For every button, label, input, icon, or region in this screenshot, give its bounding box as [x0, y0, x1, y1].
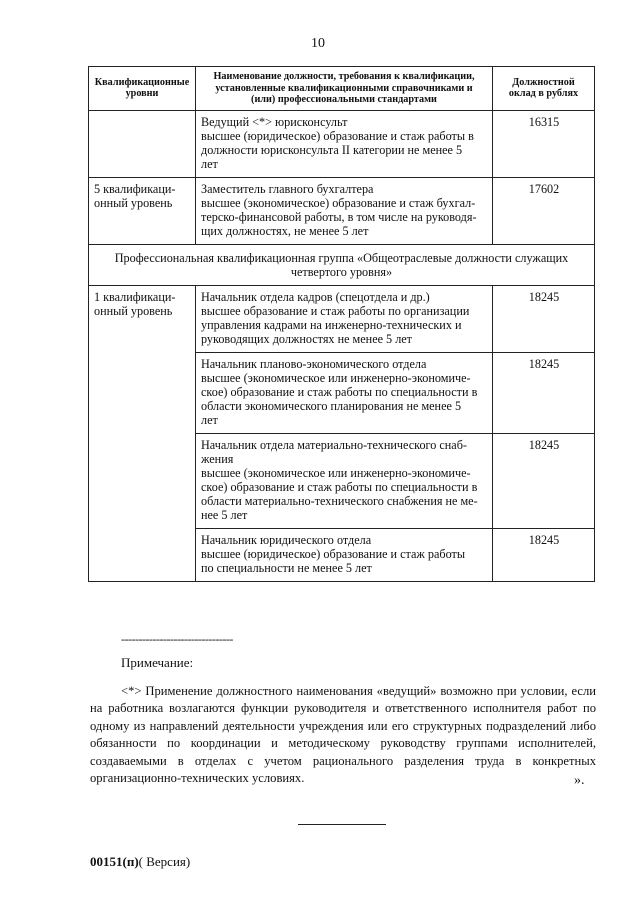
- footnote-separator: --------------------------------: [121, 632, 233, 646]
- table-row: [89, 285, 595, 352]
- note-title: Примечание:: [121, 655, 194, 670]
- position-cell: Начальник отдела материально-технического снаб- жения высшее (экономическое или инженерно-экономиче- ское) образование и стаж работы по специальности в области материально-технического снабжения не ме- нее 5 лет: [196, 433, 493, 528]
- table-row: [89, 177, 595, 244]
- closing-quote: ».: [574, 773, 585, 788]
- table-row: [89, 110, 595, 177]
- position-cell: Начальник отдела кадров (спецотдела и др.) высшее образование и стаж работы по организации управления кадрами на инженерно-технических и руководящих должностях не менее 5 лет: [196, 285, 493, 352]
- salary-cell: 18245: [493, 433, 595, 528]
- position-cell: Начальник планово-экономического отдела высшее (экономическое или инженерно-экономиче- ское) образование и стаж работы по специальности в области экономического планирования не менее 5 лет: [196, 352, 493, 433]
- level-cell: 5 квалификаци- онный уровень: [89, 177, 196, 244]
- end-divider: [298, 824, 386, 825]
- note-text: <*> Применение должностного наименования «ведущий» возможно при условии, если на работника возлагаются функции руководителя и ответственного исполнителя работ по одному из направлений деятельности учреждения или его структурных подразделений либо обязанности по координации и методическому руководству группами исполнителей, создаваемыми в отделах с учетом рационального разделения труда в конкретных организационно-технических условиях.: [90, 684, 596, 786]
- position-cell: Заместитель главного бухгалтера высшее (экономическое) образование и стаж бухгал- терско-финансовой работы, в том числе на руководя- щих должностях, не менее 5 лет: [196, 177, 493, 244]
- position-cell: Ведущий <*> юрисконсульт высшее (юридическое) образование и стаж работы в должности юрисконсульта II категории не менее 5 лет: [196, 110, 493, 177]
- document-code: [90, 854, 190, 870]
- salary-cell: 16315: [493, 110, 595, 177]
- header-qualification-levels: Квалификационные уровни: [89, 67, 196, 111]
- salary-cell: 18245: [493, 352, 595, 433]
- table-header-row: [89, 67, 595, 111]
- group-title: Профессиональная квалификационная группа «Общеотраслевые должности служащих четвертого уровня»: [89, 244, 595, 285]
- header-salary: Должностной оклад в рублях: [493, 67, 595, 111]
- header-position-requirements: Наименование должности, требования к квалификации, установленные квалификационными справочниками и (или) профессиональными стандартами: [196, 67, 493, 111]
- qualification-table: [88, 66, 595, 582]
- level-cell: [89, 110, 196, 177]
- document-code-number: 00151(п): [90, 854, 139, 869]
- salary-cell: 17602: [493, 177, 595, 244]
- salary-cell: 18245: [493, 528, 595, 581]
- position-cell: Начальник юридического отдела высшее (юридическое) образование и стаж работы по специальности не менее 5 лет: [196, 528, 493, 581]
- group-title-row: [89, 244, 595, 285]
- page-number: 10: [311, 36, 325, 51]
- document-version: ( Версия): [138, 854, 191, 869]
- salary-cell: 18245: [493, 285, 595, 352]
- group-level-cell: 1 квалификаци- онный уровень: [89, 285, 196, 581]
